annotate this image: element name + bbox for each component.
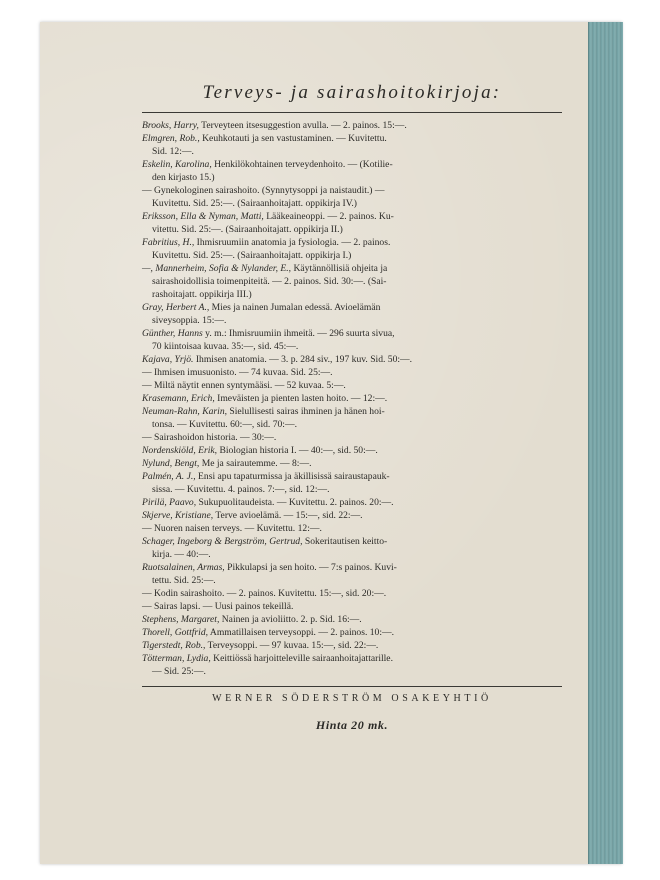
entry-author: Krasemann, Erich, xyxy=(142,393,215,404)
list-item xyxy=(142,353,562,366)
entry-author: Schager, Ingeborg & Bergström, Gertrud, xyxy=(142,536,303,547)
list-item xyxy=(142,457,562,470)
entry-text: Terveysoppi. — 97 kuvaa. 15:—, sid. 22:—. xyxy=(205,640,379,651)
entry-text: Sielullisesti sairas ihminen ja hänen hoi- xyxy=(227,406,385,417)
entry-text: Henkilökohtainen terveydenhoito. — (Kotilie- xyxy=(211,159,393,170)
cover-paper xyxy=(40,22,588,864)
entry-text: Pikkulapsi ja sen hoito. — 7:s painos. Kuvi- xyxy=(224,562,397,573)
entry-author: Ruotsalainen, Armas, xyxy=(142,562,225,573)
price-label: Hinta 20 mk. xyxy=(315,718,389,732)
book-back-cover xyxy=(40,22,622,864)
entry-text: — Gynekologinen sairashoito. (Synnytysoppi ja naistaudit.) — xyxy=(142,185,385,196)
entry-author: Gray, Herbert A., xyxy=(142,302,210,313)
entry-text: den kirjasto 15.) xyxy=(152,172,215,183)
list-item xyxy=(142,522,562,535)
list-item xyxy=(142,652,562,678)
list-item xyxy=(142,236,562,262)
entry-text: Me ja sairautemme. — 8:—. xyxy=(199,458,312,469)
entry-text: — Nuoren naisen terveys. — Kuvitettu. 12:—. xyxy=(142,523,322,534)
entry-author: Fabritius, H., xyxy=(142,237,195,248)
entry-text: — Sid. 25:—. xyxy=(152,666,206,677)
list-item xyxy=(142,301,562,327)
entry-author: Thorell, Gottfrid, xyxy=(142,627,209,638)
entry-author: Neuman-Rahn, Karin, xyxy=(142,406,228,417)
list-item xyxy=(142,366,562,379)
cloth-spine xyxy=(588,22,623,864)
entry-text: Keittiössä harjoitteleville sairaanhoitajattarille. xyxy=(210,653,393,664)
entry-text: Terve avioelämä. — 15:—, sid. 22:—. xyxy=(213,510,363,521)
list-item xyxy=(142,379,562,392)
entry-text: rashoitajatt. oppikirja III.) xyxy=(152,289,252,300)
entry-author: Günther, Hanns xyxy=(142,328,203,339)
list-item xyxy=(142,613,562,626)
entry-text: tonsa. — Kuvitettu. 60:—, sid. 70:—. xyxy=(152,419,297,430)
list-item xyxy=(142,392,562,405)
entry-author: Elmgren, Rob., xyxy=(142,133,200,144)
entry-text: siveysoppia. 15:—. xyxy=(152,315,227,326)
list-item xyxy=(142,431,562,444)
entry-text: vitettu. Sid. 25:—. (Sairaanhoitajatt. oppikirja II.) xyxy=(152,224,343,235)
book-list xyxy=(142,82,562,733)
list-item xyxy=(142,210,562,236)
bottom-rule xyxy=(142,686,562,687)
entry-author: Tigerstedt, Rob., xyxy=(142,640,206,651)
entry-text: Keuhkotauti ja sen vastustaminen. — Kuvitettu. xyxy=(199,133,387,144)
entries-list xyxy=(142,119,562,678)
entry-text: Ihmisruumiin anatomia ja fysiologia. — 2. painos. xyxy=(194,237,391,248)
entry-author: Tötterman, Lydia, xyxy=(142,653,211,664)
entry-author: Eskelin, Karolina, xyxy=(142,159,212,170)
list-item xyxy=(142,587,562,600)
entry-text: Imeväisten ja pienten lasten hoito. — 12:—. xyxy=(214,393,388,404)
entry-author: Skjerve, Kristiane, xyxy=(142,510,214,521)
entry-author: Eriksson, Ella & Nyman, Matti, xyxy=(142,211,264,222)
entry-text: y. m.: Ihmisruumiin ihmeitä. — 296 suurta sivua, xyxy=(202,328,395,339)
list-item xyxy=(142,600,562,613)
list-item xyxy=(142,132,562,158)
entry-author: Pirilä, Paavo, xyxy=(142,497,197,508)
list-item xyxy=(142,561,562,587)
entry-text: Sid. 12:—. xyxy=(152,146,194,157)
entry-text: Sukupuolitaudeista. — Kuvitettu. 2. painos. 20:—. xyxy=(196,497,394,508)
top-rule xyxy=(142,112,562,113)
entry-text: Mies ja nainen Jumalan edessä. Avioelämän xyxy=(209,302,381,313)
entry-text: tettu. Sid. 25:—. xyxy=(152,575,216,586)
list-heading: Terveys- ja sairashoitokirjoja: xyxy=(202,82,502,103)
entry-text: Ihmisen anatomia. — 3. p. 284 siv., 197 kuv. Sid. 50:—. xyxy=(193,354,413,365)
entry-author: Nylund, Bengt, xyxy=(142,458,200,469)
list-item xyxy=(142,405,562,431)
entry-text: — Kodin sairashoito. — 2. painos. Kuvitettu. 15:—, sid. 20:—. xyxy=(142,588,387,599)
entry-author: Brooks, Harry, xyxy=(142,120,199,131)
entry-author: Nordenskiöld, Erik, xyxy=(142,445,218,456)
entry-text: Käytännöllisiä ohjeita ja xyxy=(291,263,388,274)
list-item xyxy=(142,509,562,522)
list-item xyxy=(142,496,562,509)
entry-text: — Ihmisen imusuonisto. — 74 kuvaa. Sid. 25:—. xyxy=(142,367,333,378)
entry-text: sairashoidollisia toimenpiteitä. — 2. painos. Sid. 30:—. (Sai- xyxy=(152,276,387,287)
list-item xyxy=(142,535,562,561)
entry-text: — Sairashoidon historia. — 30:—. xyxy=(142,432,277,443)
entry-text: kirja. — 40:—. xyxy=(152,549,211,560)
entry-author: Kajava, Yrjö. xyxy=(142,354,194,365)
entry-text: Ensi apu tapaturmissa ja äkillisissä sairaustapauk- xyxy=(195,471,390,482)
list-item xyxy=(142,262,562,301)
entry-text: Terveyteen itsesuggestion avulla. — 2. painos. 15:—. xyxy=(198,120,407,131)
list-item xyxy=(142,639,562,652)
list-item xyxy=(142,184,562,210)
list-item xyxy=(142,444,562,457)
publisher-name: WERNER SÖDERSTRÖM OSAKEYHTIÖ xyxy=(212,693,492,704)
entry-text: sissa. — Kuvitettu. 4. painos. 7:—, sid. 12:—. xyxy=(152,484,330,495)
list-item xyxy=(142,327,562,353)
entry-text: Kuvitettu. Sid. 25:—. (Sairaanhoitajatt. oppikirja IV.) xyxy=(152,198,357,209)
entry-text: 70 kiintoisaa kuvaa. 35:—, sid. 45:—. xyxy=(152,341,299,352)
entry-text: Nainen ja avioliitto. 2. p. Sid. 16:—. xyxy=(219,614,362,625)
list-item xyxy=(142,119,562,132)
list-item xyxy=(142,470,562,496)
entry-author: Stephens, Margaret, xyxy=(142,614,220,625)
entry-text: Biologian historia I. — 40:—, sid. 50:—. xyxy=(217,445,378,456)
entry-text: Sokeritautisen keitto- xyxy=(302,536,388,547)
entry-text: Kuvitettu. Sid. 25:—. (Sairaanhoitajatt. oppikirja I.) xyxy=(152,250,352,261)
entry-text: Lääkeaineoppi. — 2. painos. Ku- xyxy=(263,211,394,222)
entry-author: —, Mannerheim, Sofia & Nylander, E., xyxy=(142,263,292,274)
entry-author: Palmén, A. J., xyxy=(142,471,196,482)
list-item xyxy=(142,158,562,184)
list-item xyxy=(142,626,562,639)
entry-text: — Miltä näytit ennen syntymääsi. — 52 kuvaa. 5:—. xyxy=(142,380,346,391)
entry-text: — Sairas lapsi. — Uusi painos tekeillä. xyxy=(142,601,294,612)
entry-text: Ammatillaisen terveysoppi. — 2. painos. 10:—. xyxy=(208,627,395,638)
